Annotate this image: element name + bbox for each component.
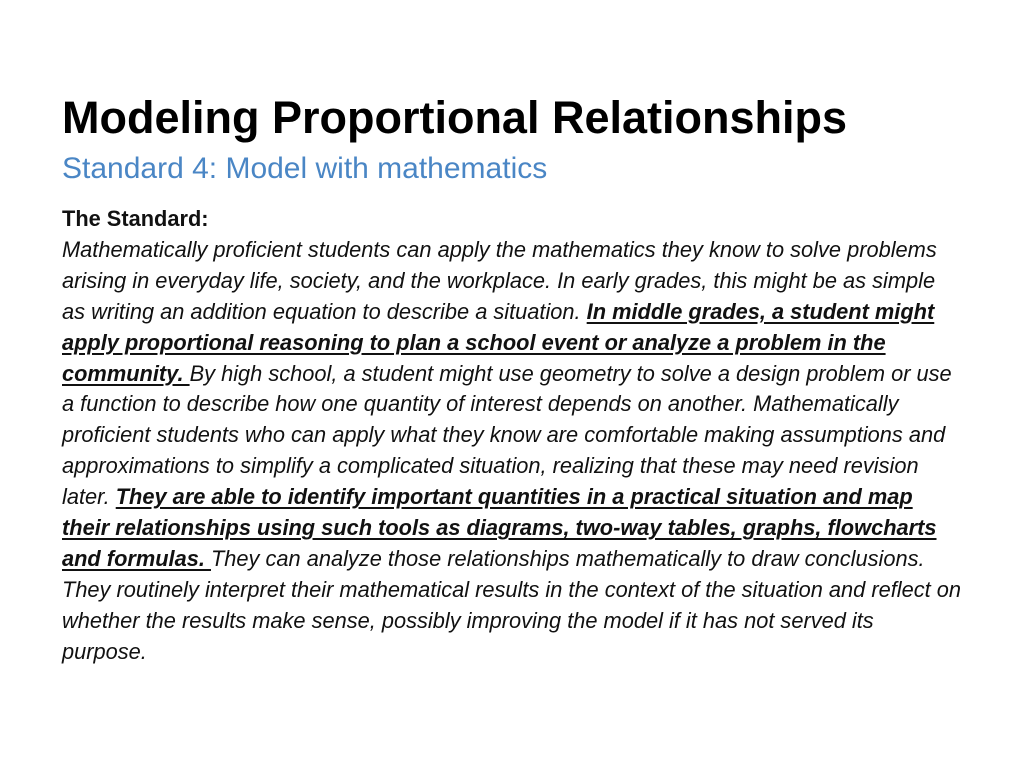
standard-paragraph [62,235,962,668]
standard-heading: The Standard: [62,206,209,231]
body-text-part-3: They can analyze those relationships mathematically to draw conclusions. They routinely interpret their mathematical results in the context of the situation and reflect on whether the results make sense, possibly improving the model if it has not served its purpose. [62,545,961,664]
slide-subtitle: Standard 4: Model with mathematics [62,152,548,185]
body-text-part-1: Mathematically proficient students can apply the mathematics they know to solve problems arising in everyday life, society, and the workplace. In early grades, this might be as simple as writing an addition equation to describe a situation. [62,236,937,324]
body-emphasis-1: In middle grades, a student might apply proportional reasoning to plan a school event or analyze a problem in the community. [62,298,935,386]
slide-title: Modeling Proportional Relationships [62,92,848,143]
standard-body [62,204,962,668]
body-emphasis-2: They are able to identify important quantities in a practical situation and map their relationships using such tools as diagrams, two-way tables, graphs, flowcharts and formulas. [62,484,937,571]
body-text-part-2: By high school, a student might use geometry to solve a design problem or use a function to describe how one quantity of interest depends on another. Mathematically proficient students who can apply what they know are comfortable making assumptions and approximations to simplify a complicated situation, realizing that these may need revision later. [62,360,952,510]
